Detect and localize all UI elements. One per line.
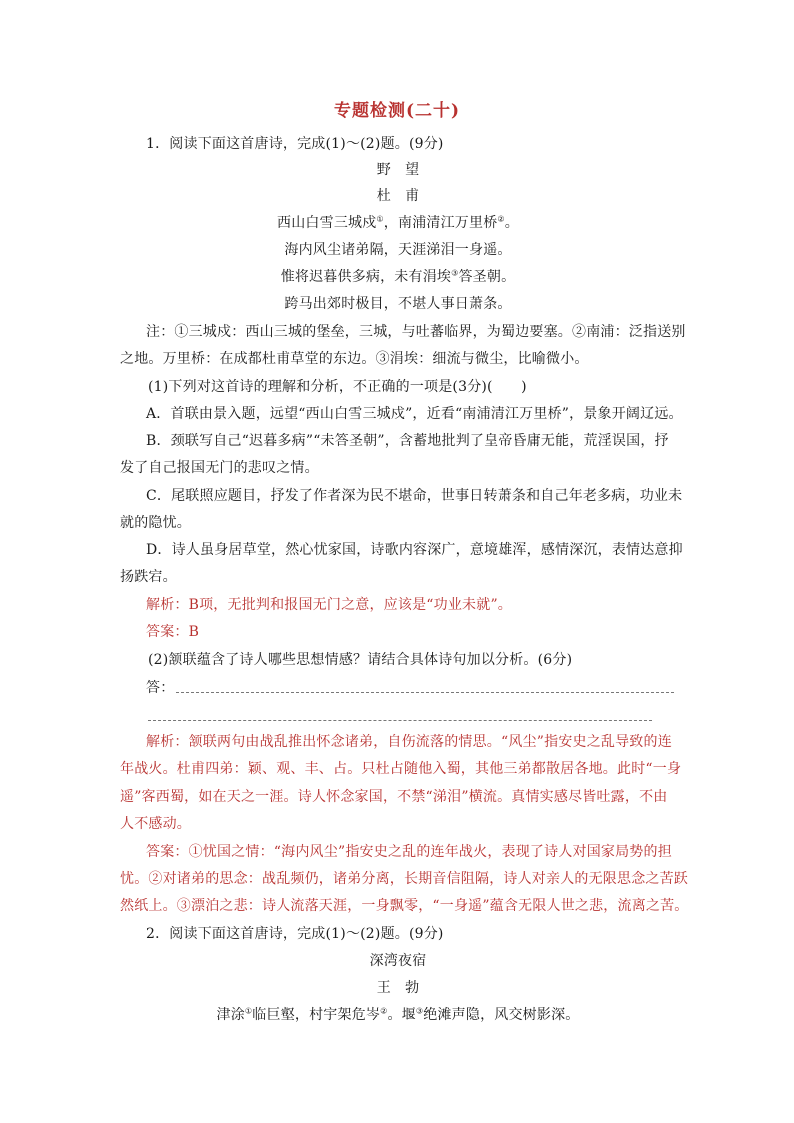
poem-line-4: 跨马出郊时极目，不堪人事日萧条。: [284, 296, 512, 312]
answer-line-1: [176, 692, 674, 693]
analysis-1: 解析：B项，无批判和报国无门之意，应该是“功业未就”。: [146, 597, 513, 613]
answer-line-2: [148, 720, 652, 721]
question-2-intro: 2．阅读下面这首唐诗，完成(1)～(2)题。(9分): [146, 926, 444, 942]
poem-line-3: 惟将迟暮供多病，未有涓埃③答圣朝。: [280, 268, 516, 285]
poem-2-author: 王 勃: [376, 980, 420, 996]
option-c: C．尾联照应题目，抒发了作者深为民不堪命，世事日转萧条和自己年老多病，功业未: [146, 488, 683, 504]
option-a: A．首联由景入题，远望“西山白雪三城戍”，近看“南浦清江万里桥”，景象开阔辽远。: [146, 406, 683, 422]
answer-2-line-1: 答案：①忧国之情：“海内风尘”指安史之乱的连年战火，表现了诗人对国家局势的担: [146, 844, 672, 860]
subquestion-2: (2)颔联蕴含了诗人哪些思想情感？请结合具体诗句加以分析。(6分): [148, 652, 573, 668]
analysis-2-line-3: 遥”客西蜀，如在天之一涯。诗人怀念家国，不禁“涕泪”横流。真情实感尽皆吐露，不由: [120, 789, 668, 805]
answer-2-line-2: 忧。②对诸弟的思念：战乱频仍，诸弟分离，长期音信阻隔，诗人对亲人的无限思念之苦跃: [120, 871, 688, 887]
analysis-2-line-4: 人不感动。: [120, 816, 191, 832]
poem-title: 野 望: [376, 162, 420, 178]
answer-1: 答案：B: [146, 624, 200, 640]
analysis-2-line-2: 年战火。杜甫四弟：颖、观、丰、占。只杜占随他入蜀，其他三弟都散居各地。此时“一身: [120, 761, 682, 777]
option-d: D．诗人虽身居草堂，然心忧家国，诗歌内容深广，意境雄浑，感情深沉，表情达意抑: [146, 542, 683, 558]
poem-2-line-1: 津涂①临巨壑，村宇架危岑②。堰③绝滩声隐，风交树影深。: [216, 1006, 580, 1023]
analysis-2-line-1: 解析：颔联两句由战乱推出怀念诸弟，自伤流落的情思。“风尘”指安史之乱导致的连: [146, 734, 672, 750]
poem-author: 杜 甫: [376, 188, 420, 204]
poem-line-1: 西山白雪三城戍①，南浦清江万里桥②。: [277, 214, 519, 231]
page-title: 专题检测(二十): [333, 101, 461, 121]
poem-note-cont: 之地。万里桥：在成都杜甫草堂的东边。③涓埃：细流与微尘，比喻微小。: [120, 351, 589, 367]
option-b-cont: 发了自己报国无门的悲叹之情。: [120, 460, 319, 476]
answer-2-line-3: 然纸上。③漂泊之悲：诗人流落天涯，一身飘零，“一身遥”蕴含无限人世之悲，流离之苦。: [120, 898, 689, 914]
option-d-cont: 扬跌宕。: [120, 569, 177, 585]
poem-note: 注：①三城戍：西山三城的堡垒，三城，与吐蕃临界，为蜀边要塞。②南浦：泛指送别: [146, 324, 686, 340]
question-1-intro: 1．阅读下面这首唐诗，完成(1)～(2)题。(9分): [146, 136, 444, 152]
answer-label: 答：: [146, 680, 175, 696]
poem-line-2: 海内风尘诸弟隔，天涯涕泪一身遥。: [284, 242, 512, 258]
option-c-cont: 就的隐忧。: [120, 515, 191, 531]
poem-2-title: 深湾夜宿: [369, 953, 427, 969]
option-b: B．颈联写自己“迟暮多病”“未答圣朝”，含蓄地批判了皇帝昏庸无能，荒淫误国，抒: [146, 433, 669, 449]
subquestion-1: (1)下列对这首诗的理解和分析，不正确的一项是(3分)( ): [148, 379, 527, 395]
